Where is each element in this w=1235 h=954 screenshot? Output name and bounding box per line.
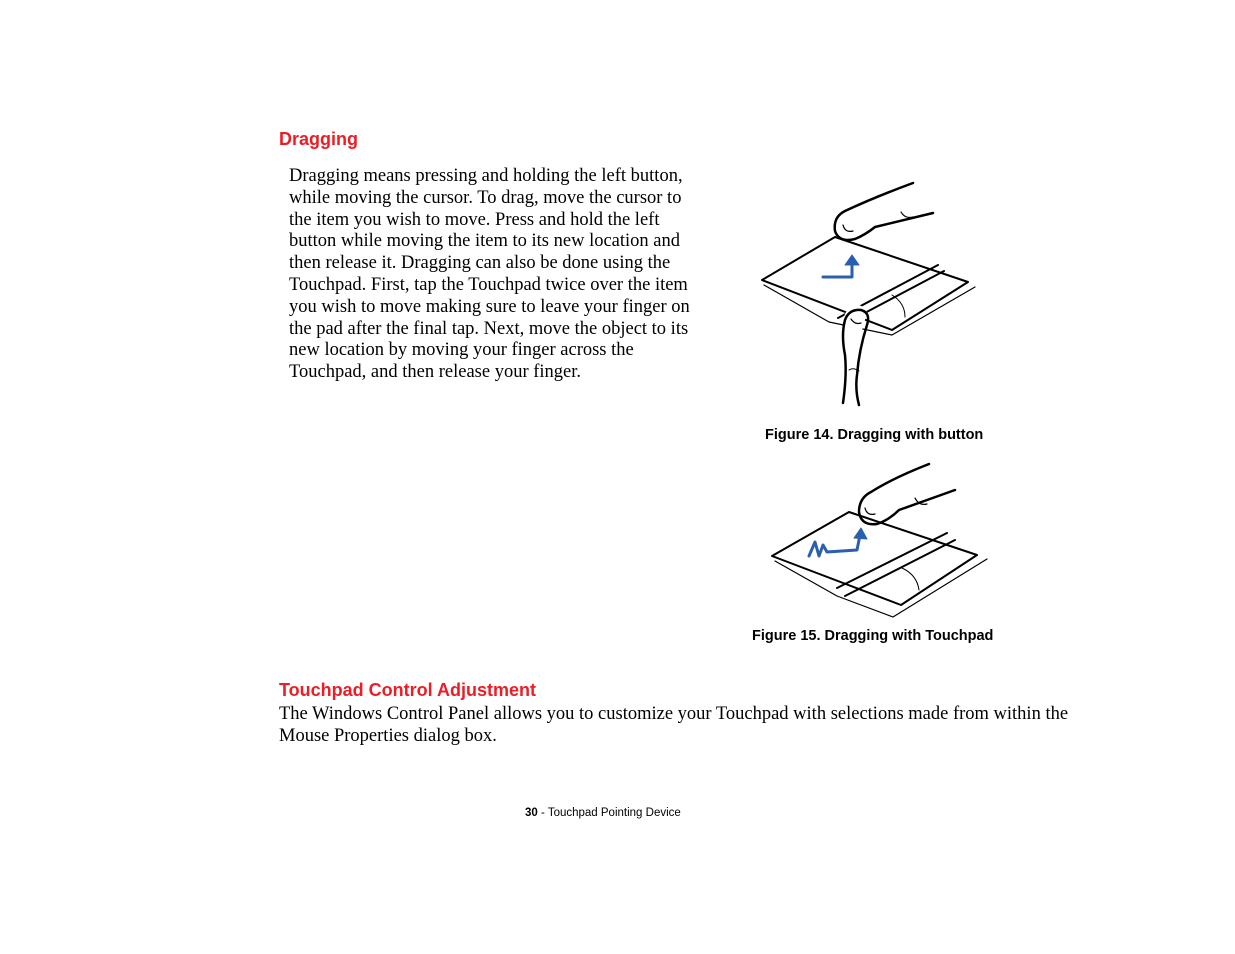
heading-touchpad-control-adjustment: Touchpad Control Adjustment <box>279 680 536 700</box>
adjustment-paragraph: The Windows Control Panel allows you to customize your Touchpad with selections made from within the Mouse Properties dialog box. <box>279 704 1069 746</box>
holding-finger-icon <box>843 305 867 405</box>
footer-separator: - <box>537 807 548 819</box>
figure-14-caption: Figure 14. Dragging with button <box>765 427 984 443</box>
tapping-finger-icon <box>859 464 955 524</box>
footer-section-title: Touchpad Pointing Device <box>547 807 681 819</box>
figure-dragging-with-button <box>755 175 985 410</box>
tap-drag-arrow-icon <box>809 535 860 556</box>
figure-dragging-with-touchpad <box>765 460 995 625</box>
heading-dragging: Dragging <box>279 129 358 149</box>
page-footer <box>525 807 681 819</box>
figure-15-caption: Figure 15. Dragging with Touchpad <box>752 628 994 644</box>
page-number: 30 <box>525 807 538 819</box>
dragging-paragraph: Dragging means pressing and holding the left button, while moving the cursor. To drag, move the cursor to the item you wish to move. Press and hold the left button while moving the item to its new location and then release it. Dragging can also be done using the Touchpad. First, tap the Touchpad twice over the item you wish to move making sure to leave your finger on the pad after the final tap. Next, move the object to its new location by moving your finger across the Touchpad, and then release your finger. <box>289 166 690 383</box>
